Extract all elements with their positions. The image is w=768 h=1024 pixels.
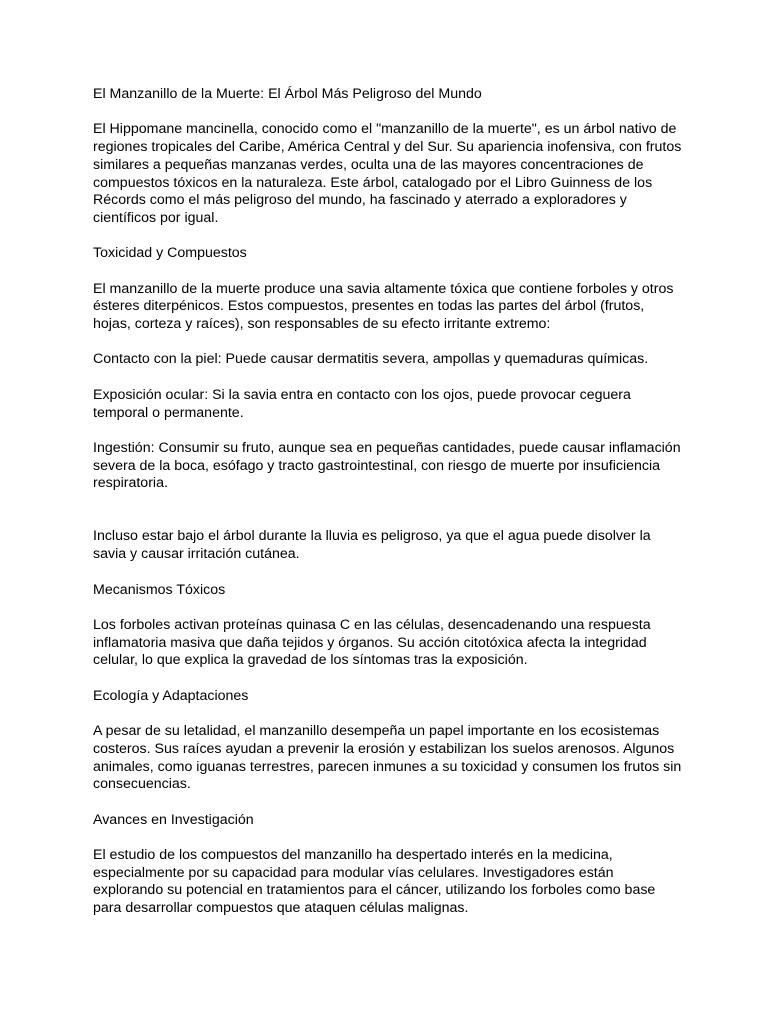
research-paragraph: El estudio de los compuestos del manzanillo ha despertado interés en la medicina, especialmente por su capacidad para modular vías celulares. Investigadores están explorando su potencial en tratamientos para el cáncer, utilizando los forboles como base para desarrollar compuestos que ataquen células malignas. bbox=[93, 847, 656, 917]
skin-contact-paragraph: Contacto con la piel: Puede causar dermatitis severa, ampollas y quemaduras químicas. bbox=[93, 351, 649, 368]
intro-paragraph: El Hippomane mancinella, conocido como el "manzanillo de la muerte", es un árbol nativo de regiones tropicales del Caribe, América Central y del Sur. Su apariencia inofensiva, con frutos similares a pequeñas manzanas verdes, oculta una de las mayores concentraciones de compuestos tóxicos en la naturaleza. Este árbol, catalogado por el Libro Guinness de los Récords como el más peligroso del mundo, ha fascinado y aterrado a exploradores y científicos por igual. bbox=[93, 121, 682, 226]
ecology-paragraph: A pesar de su letalidad, el manzanillo desempeña un papel importante en los ecosistemas costeros. Sus raíces ayudan a prevenir la erosión y estabilizan los suelos arenosos. Algunos animales, como iguanas terrestres, parecen inmunes a su toxicidad y consumen los frutos sin consecuencias. bbox=[93, 723, 682, 793]
mechanisms-paragraph: Los forboles activan proteínas quinasa C en las células, desencadenando una respuesta inflamatoria masiva que daña tejidos y órganos. Su acción citotóxica afecta la integridad celular, lo que explica la gravedad de los síntomas tras la exposición. bbox=[93, 616, 651, 669]
research-heading: Avances en Investigación bbox=[93, 811, 254, 828]
toxicity-paragraph: El manzanillo de la muerte produce una savia altamente tóxica que contiene forboles y otros ésteres diterpénicos. Estos compuestos, presentes en todas las partes del árbol (frutos, hojas, corteza y raíces), son responsables de su efecto irritante extremo: bbox=[93, 280, 674, 333]
document-body bbox=[93, 86, 683, 936]
rain-warning-paragraph: Incluso estar bajo el árbol durante la lluvia es peligroso, ya que el agua puede disolver la savia y causar irritación cutánea. bbox=[93, 528, 651, 563]
ingestion-paragraph: Ingestión: Consumir su fruto, aunque sea en pequeñas cantidades, puede causar inflamación severa de la boca, esófago y tracto gastrointestinal, con riesgo de muerte por insuficiencia respiratoria. bbox=[93, 439, 681, 492]
eye-exposure-paragraph: Exposición ocular: Si la savia entra en contacto con los ojos, puede provocar ceguera temporal o permanente. bbox=[93, 386, 631, 421]
mechanisms-heading: Mecanismos Tóxicos bbox=[93, 581, 226, 598]
document-title: El Manzanillo de la Muerte: El Árbol Más Peligroso del Mundo bbox=[93, 86, 482, 102]
toxicity-heading: Toxicidad y Compuestos bbox=[93, 245, 247, 262]
ecology-heading: Ecología y Adaptaciones bbox=[93, 687, 249, 704]
